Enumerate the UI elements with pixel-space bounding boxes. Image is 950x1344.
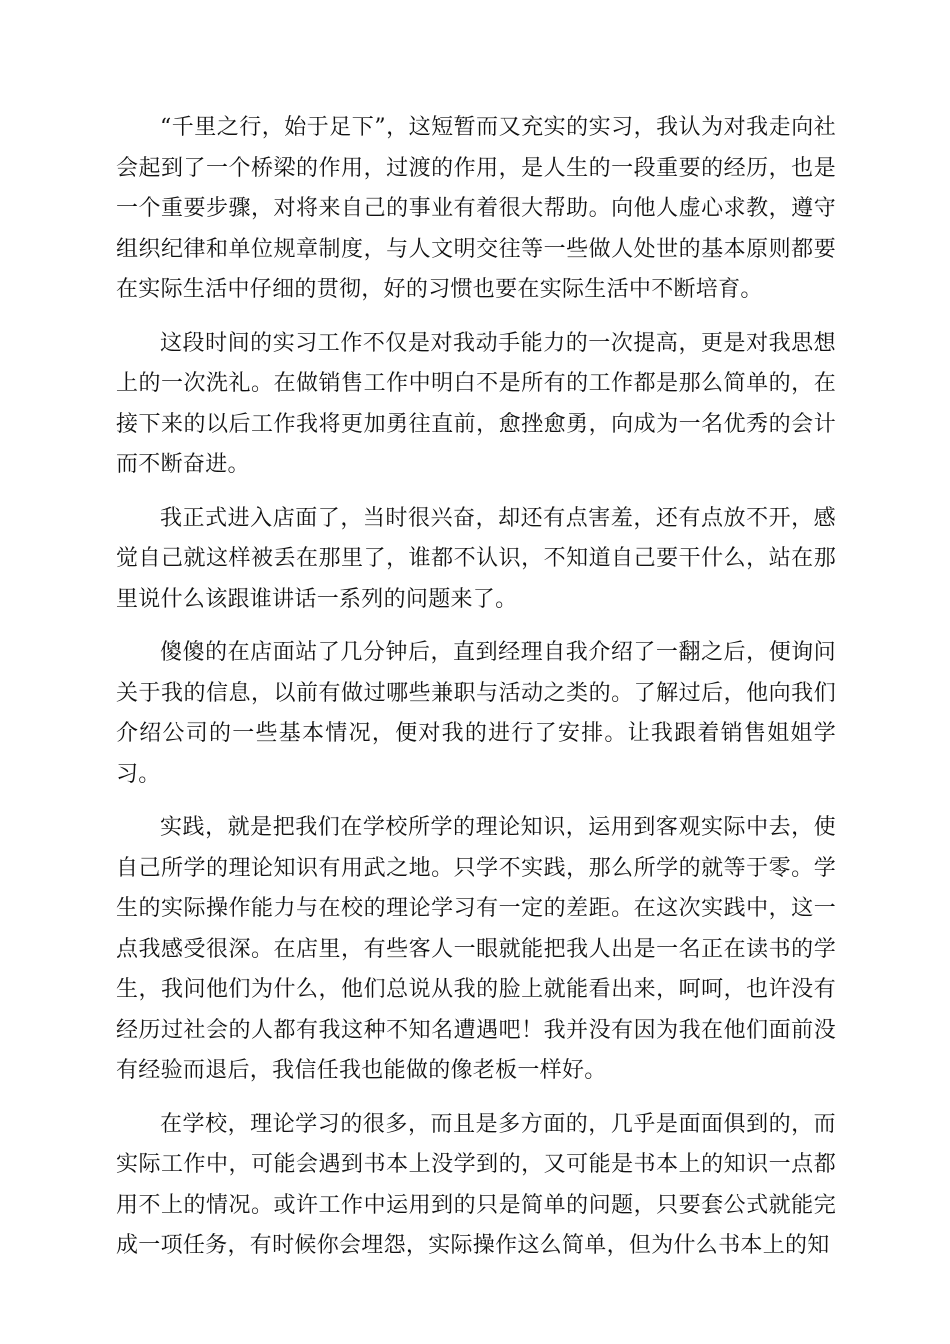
paragraph-5: 实践，就是把我们在学校所学的理论知识，运用到客观实际中去，使自己所学的理论知识有用武之地。只学不实践，那么所学的就等于零。学生的实际操作能力与在校的理论学习有一定的差距。在这次实践中，这一点我感受很深。在店里，有些客人一眼就能把我人出是一名正在读书的学生，我问他们为什么，他们总说从我的脸上就能看出来，呵呵，也许没有经历过社会的人都有我这种不知名遭遇吧！我并没有因为我在他们面前没有经验而退后，我信任我也能做的像老板一样好。: [116, 815, 836, 1083]
paragraph-4: 傻傻的在店面站了几分钟后，直到经理自我介绍了一翻之后，便询问关于我的信息，以前有做过哪些兼职与活动之类的。了解过后，他向我们介绍公司的一些基本情况，便对我的进行了安排。让我跟着销售姐姐学习。: [116, 640, 836, 787]
document-body: [116, 108, 836, 1280]
paragraph-6: 在学校，理论学习的很多，而且是多方面的，几乎是面面俱到的，而实际工作中，可能会遇到书本上没学到的，又可能是书本上的知识一点都用不上的情况。或许工作中运用到的只是简单的问题，只要套公式就能完成一项任务，有时候你会埋怨，实际操作这么简单，但为什么书本上的知: [116, 1111, 836, 1258]
paragraph-3: 我正式进入店面了，当时很兴奋，却还有点害羞，还有点放不开，感觉自己就这样被丢在那里了，谁都不认识，不知道自己要干什么，站在那里说什么该跟谁讲话一系列的问题来了。: [116, 505, 836, 612]
paragraph-2: 这段时间的实习工作不仅是对我动手能力的一次提高，更是对我思想上的一次洗礼。在做销售工作中明白不是所有的工作都是那么简单的，在接下来的以后工作我将更加勇往直前，愈挫愈勇，向成为一名优秀的会计而不断奋进。: [116, 330, 836, 477]
paragraph-1: “千里之行，始于足下”，这短暂而又充实的实习，我认为对我走向社会起到了一个桥梁的作用，过渡的作用，是人生的一段重要的经历，也是一个重要步骤，对将来自己的事业有着很大帮助。向他人虚心求教，遵守组织纪律和单位规章制度，与人文明交往等一些做人处世的基本原则都要在实际生活中仔细的贯彻，好的习惯也要在实际生活中不断培育。: [116, 115, 836, 302]
